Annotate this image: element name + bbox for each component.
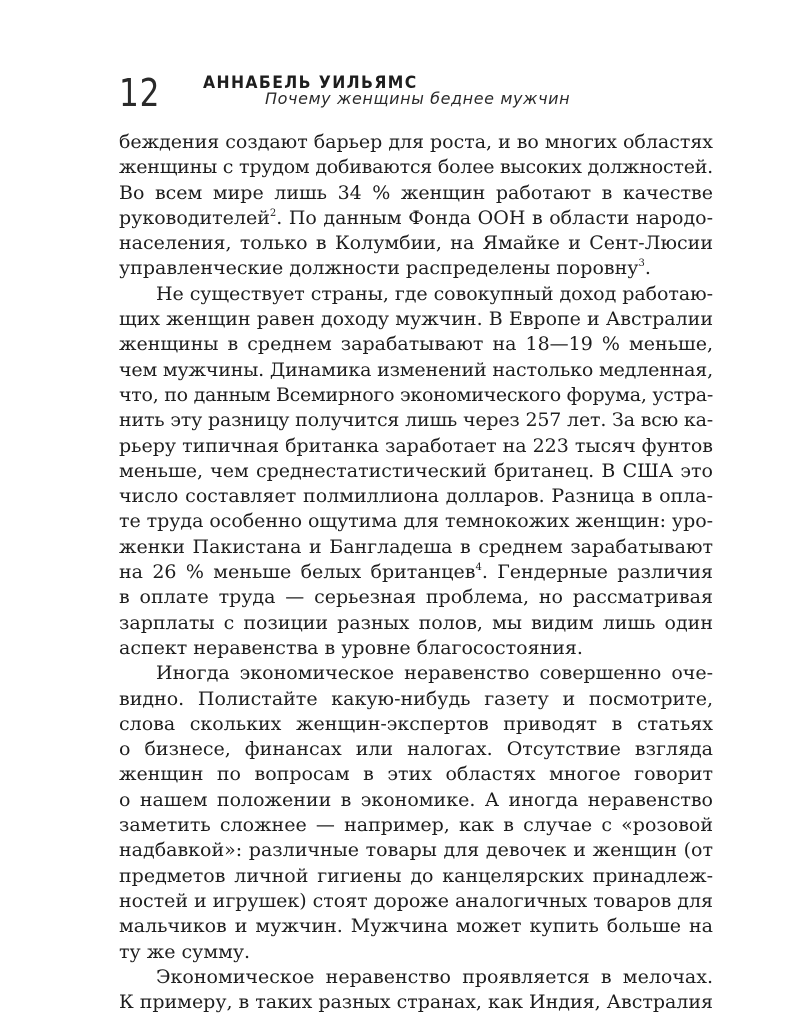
text-line-content: нить эту разницу получится лишь через 257 лет. За всю ка- xyxy=(119,409,713,432)
text-line xyxy=(119,611,713,636)
text-line-content: Не существует страны, где совокупный доход работаю- xyxy=(156,282,713,305)
text-line xyxy=(119,509,713,534)
text-line-content: руководителей xyxy=(119,206,270,229)
text-line xyxy=(119,231,713,256)
text-line-content: о бизнесе, финансах или налогах. Отсутствие взгляда xyxy=(119,738,713,761)
text-line xyxy=(119,358,713,383)
text-line xyxy=(119,459,713,484)
text-line-content: те труда особенно ощутима для темнокожих женщин: уро- xyxy=(119,510,713,533)
text-line xyxy=(119,990,713,1015)
text-line-content: в оплате труда — серьезная проблема, но рассматривая xyxy=(119,586,713,609)
body-text xyxy=(119,130,713,1015)
text-line-content: рьеру типичная британка заработает на 223 тысяч фунтов xyxy=(119,434,713,457)
text-line xyxy=(119,737,713,762)
text-line-content: мальчиков и мужчин. Мужчина может купить больше на xyxy=(119,915,713,938)
text-line-content: женщин по вопросам в этих областях многое говорит xyxy=(119,763,713,786)
text-line-content: Во всем мире лишь 34 % женщин работают в качестве xyxy=(119,181,713,204)
text-line xyxy=(119,838,713,863)
text-line-content: населения, только в Колумбии, на Ямайке и Сент-Люсии xyxy=(119,232,713,255)
text-line-content: ностей и игрушек) стоят дороже аналогичных товаров для xyxy=(119,889,713,912)
text-line-content: беждения создают барьер для роста, и во многих областях xyxy=(119,131,713,153)
text-line xyxy=(119,408,713,433)
text-line-content: видно. Полистайте какую-нибудь газету и посмотрите, xyxy=(119,687,713,710)
text-line-content: заметить сложнее — например, как в случае с «розовой xyxy=(119,814,713,837)
text-line-content: слова скольких женщин-экспертов приводят в статьях xyxy=(119,712,713,735)
text-line xyxy=(119,585,713,610)
text-line xyxy=(119,636,713,661)
text-line-content: ту же сумму. xyxy=(119,940,251,963)
text-line xyxy=(119,687,713,712)
text-line xyxy=(119,282,713,307)
text-line-content: меньше, чем среднестатистический британец. В США это xyxy=(119,459,713,482)
text-line xyxy=(119,762,713,787)
text-line xyxy=(119,206,713,231)
text-line xyxy=(119,383,713,408)
text-line xyxy=(119,560,713,585)
page-number: 12 xyxy=(119,71,161,115)
text-line-content: надбавкой»: различные товары для девочек и женщин (от xyxy=(119,839,713,862)
text-line-content: управленческие должности распределены поровну xyxy=(119,257,639,280)
text-line-content: Экономическое неравенство проявляется в мелочах. xyxy=(156,965,713,988)
text-line-content: аспект неравенства в уровне благосостояния. xyxy=(119,636,583,659)
text-line-content: зарплаты с позиции разных полов, мы видим лишь один xyxy=(119,611,713,634)
text-line xyxy=(119,332,713,357)
book-title: Почему женщины беднее мужчин xyxy=(265,89,571,108)
text-line xyxy=(119,788,713,813)
text-line-continuation: . xyxy=(644,257,651,280)
footnote-marker: 3 xyxy=(638,258,645,270)
text-line xyxy=(119,434,713,459)
text-line-content: женки Пакистана и Бангладеша в среднем зарабатывают xyxy=(119,535,713,558)
text-line xyxy=(119,130,713,155)
text-line xyxy=(119,914,713,939)
text-line xyxy=(119,484,713,509)
text-line-content: Иногда экономическое неравенство совершенно оче- xyxy=(156,662,713,685)
author-name: АННАБЕЛЬ УИЛЬЯМС xyxy=(203,73,418,93)
text-line xyxy=(119,256,713,281)
text-line xyxy=(119,535,713,560)
text-line xyxy=(119,965,713,990)
text-line-content: на 26 % меньше белых британцев xyxy=(119,561,476,584)
text-line xyxy=(119,307,713,332)
text-line-content: женщины в среднем зарабатывают на 18—19 % меньше, xyxy=(119,333,713,356)
footnote-marker: 2 xyxy=(269,207,277,219)
text-line-continuation: . По данным Фонда ООН в области народо- xyxy=(276,206,713,229)
text-line-content: число составляет полмиллиона долларов. Разница в опла- xyxy=(119,485,713,508)
text-line xyxy=(119,813,713,838)
text-line-content: женщины с трудом добиваются более высоких должностей. xyxy=(119,156,713,179)
running-header xyxy=(203,73,723,108)
text-line-continuation: . Гендерные различия xyxy=(481,561,713,584)
text-line-content: К примеру, в таких разных странах, как Индия, Австралия xyxy=(119,991,713,1014)
text-line xyxy=(119,181,713,206)
text-line xyxy=(119,155,713,180)
text-line xyxy=(119,661,713,686)
text-line-content: щих женщин равен доходу мужчин. В Европе и Австралии xyxy=(119,308,713,331)
text-line-content: чем мужчины. Динамика изменений настолько медленная, xyxy=(119,358,713,381)
footnote-marker: 4 xyxy=(475,562,482,574)
text-line-content: предметов личной гигиены до канцелярских принадлеж- xyxy=(119,864,713,887)
text-line xyxy=(119,889,713,914)
text-line xyxy=(119,864,713,889)
text-line xyxy=(119,712,713,737)
text-line-content: что, по данным Всемирного экономического форума, устра- xyxy=(119,383,713,406)
text-line xyxy=(119,940,713,965)
text-line-content: о нашем положении в экономике. А иногда неравенство xyxy=(119,788,713,811)
